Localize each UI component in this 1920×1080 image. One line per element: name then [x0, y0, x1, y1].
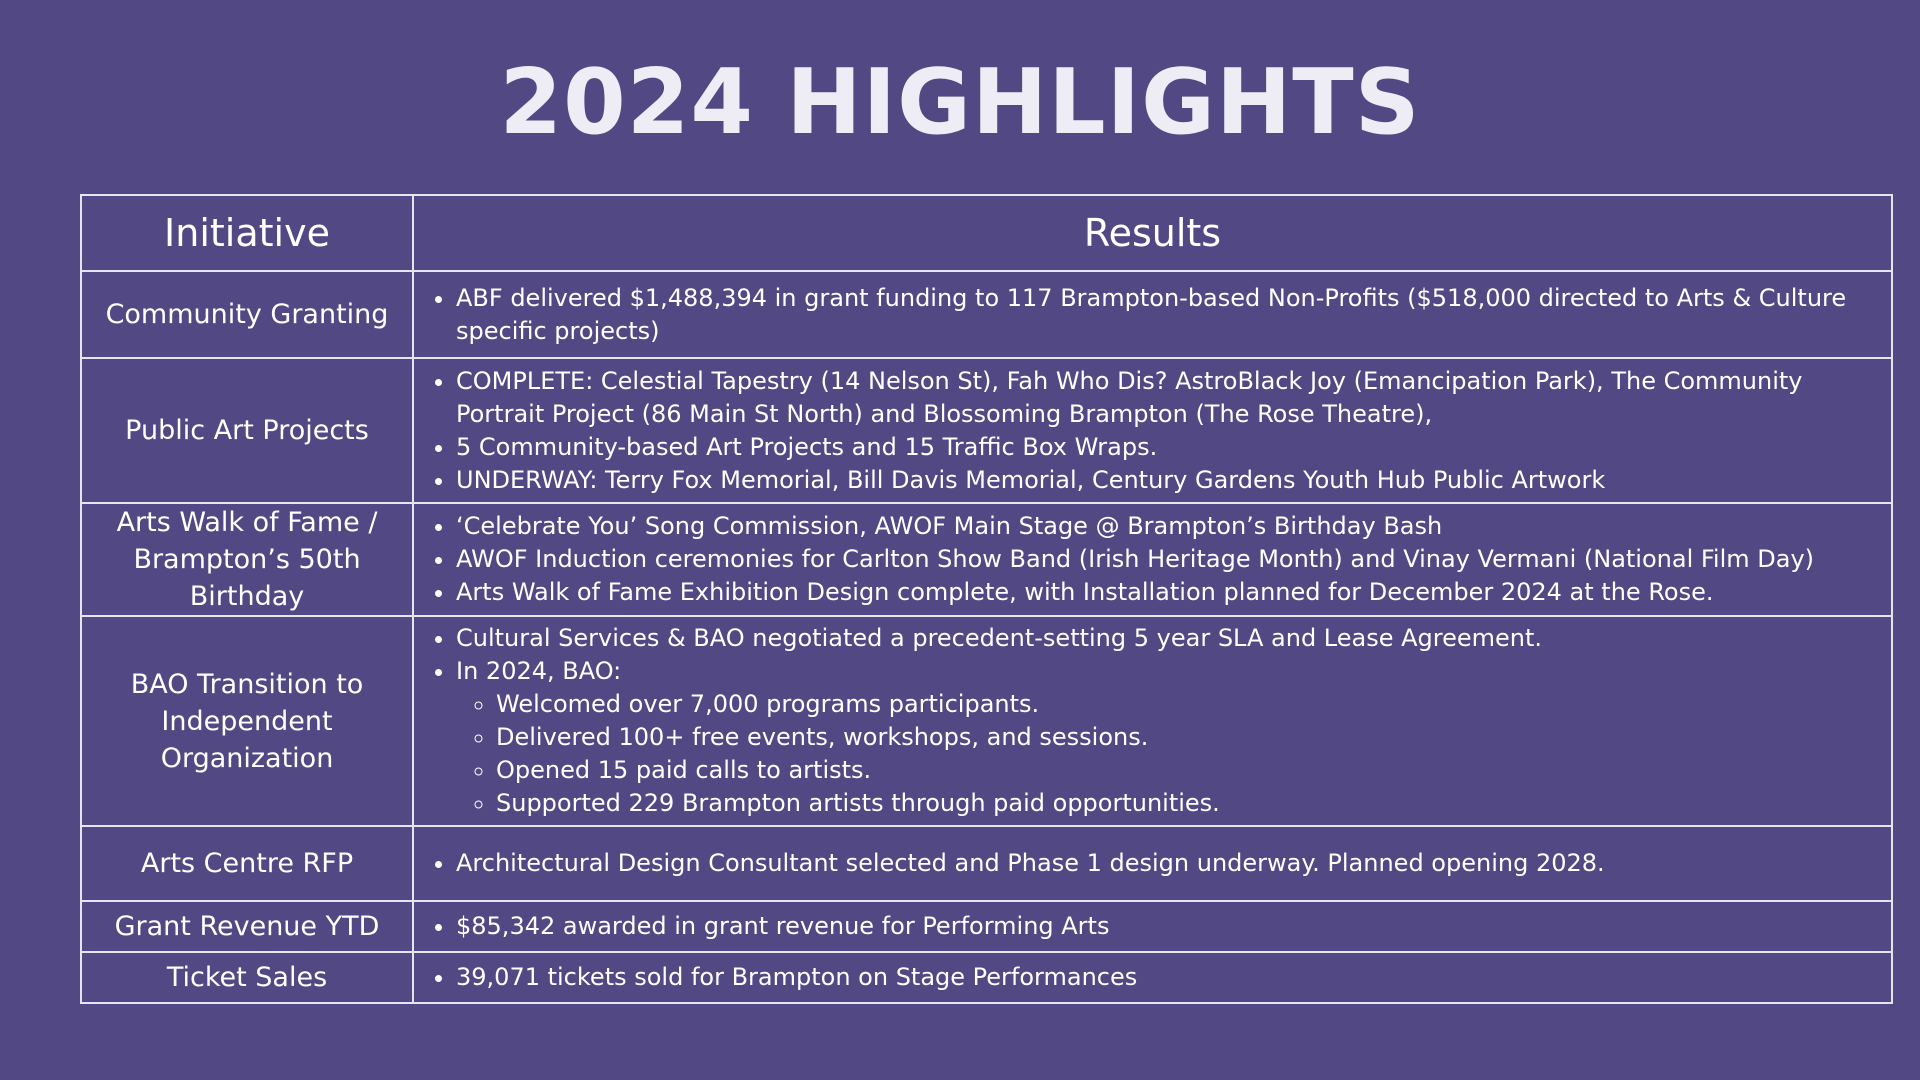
table-row — [81, 358, 1892, 503]
result-item — [456, 655, 1877, 820]
initiative-cell: BAO Transition to Independent Organization — [81, 616, 413, 826]
sub-result-item: ◦ Supported 229 Brampton artists through paid opportunities. — [496, 787, 1877, 820]
results-list — [428, 622, 1877, 820]
initiative-cell: Public Art Projects — [81, 358, 413, 503]
results-cell — [413, 358, 1892, 503]
result-item-text: In 2024, BAO: — [456, 657, 622, 685]
table-row — [81, 503, 1892, 616]
result-item: • ‘Celebrate You’ Song Commission, AWOF Main Stage @ Brampton’s Birthday Bash — [456, 510, 1877, 543]
table-row — [81, 952, 1892, 1003]
result-item: • 39,071 tickets sold for Brampton on Stage Performances — [456, 961, 1877, 994]
table-row — [81, 901, 1892, 952]
results-cell — [413, 271, 1892, 358]
initiative-cell: Arts Centre RFP — [81, 826, 413, 901]
highlights-table — [80, 194, 1893, 1004]
table-row — [81, 826, 1892, 901]
result-item: • Arts Walk of Fame Exhibition Design complete, with Installation planned for December 2024 at the Rose. — [456, 576, 1877, 609]
sub-results-list — [456, 688, 1877, 820]
result-item: • 5 Community-based Art Projects and 15 Traffic Box Wraps. — [456, 431, 1877, 464]
result-item: • Cultural Services & BAO negotiated a precedent-setting 5 year SLA and Lease Agreement. — [456, 622, 1877, 655]
table-row — [81, 616, 1892, 826]
column-header-results: Results — [413, 195, 1892, 271]
table-row — [81, 271, 1892, 358]
results-cell — [413, 503, 1892, 616]
result-item: • Architectural Design Consultant selected and Phase 1 design underway. Planned opening 2028. — [456, 847, 1877, 880]
initiative-cell: Community Granting — [81, 271, 413, 358]
column-header-initiative: Initiative — [81, 195, 413, 271]
page-title: 2024 HIGHLIGHTS — [499, 50, 1421, 155]
results-list — [428, 961, 1877, 994]
results-list — [428, 910, 1877, 943]
initiative-cell: Arts Walk of Fame / Brampton’s 50th Birthday — [81, 503, 413, 616]
results-list — [428, 365, 1877, 497]
results-list — [428, 282, 1877, 348]
sub-result-item: ◦ Delivered 100+ free events, workshops, and sessions. — [496, 721, 1877, 754]
result-item: • ABF delivered $1,488,394 in grant funding to 117 Brampton-based Non-Profits ($518,000 directed to Arts & Culture specific projects) — [456, 282, 1877, 348]
results-cell — [413, 901, 1892, 952]
sub-result-item: ◦ Welcomed over 7,000 programs participants. — [496, 688, 1877, 721]
initiative-cell: Ticket Sales — [81, 952, 413, 1003]
result-item: • $85,342 awarded in grant revenue for Performing Arts — [456, 910, 1877, 943]
result-item: • COMPLETE: Celestial Tapestry (14 Nelson St), Fah Who Dis? AstroBlack Joy (Emancipation Park), The Community Portrait Project (86 Main St North) and Blossoming Brampton (The Rose Theatre), — [456, 365, 1877, 431]
initiative-cell: Grant Revenue YTD — [81, 901, 413, 952]
result-item: • AWOF Induction ceremonies for Carlton Show Band (Irish Heritage Month) and Vinay Vermani (National Film Day) — [456, 543, 1877, 576]
results-list — [428, 510, 1877, 609]
results-cell — [413, 616, 1892, 826]
table-header-row — [81, 195, 1892, 271]
result-item: • UNDERWAY: Terry Fox Memorial, Bill Davis Memorial, Century Gardens Youth Hub Public Artwork — [456, 464, 1877, 497]
results-cell — [413, 952, 1892, 1003]
sub-result-item: ◦ Opened 15 paid calls to artists. — [496, 754, 1877, 787]
results-cell — [413, 826, 1892, 901]
results-list — [428, 847, 1877, 880]
